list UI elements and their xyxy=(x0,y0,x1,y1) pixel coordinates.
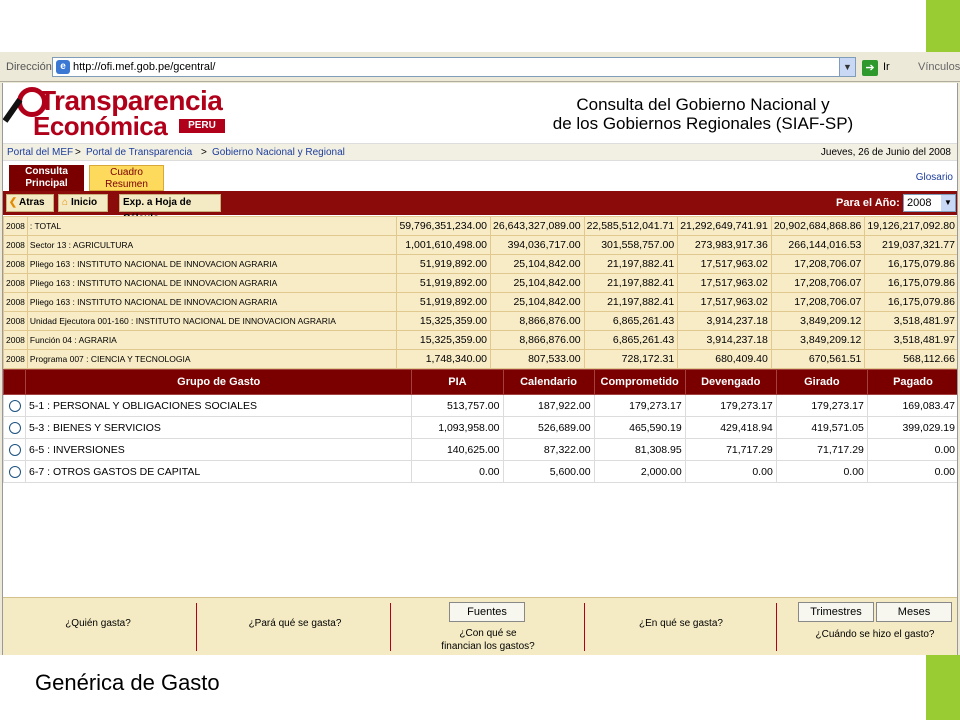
row-value: 71,717.29 xyxy=(685,439,776,461)
row-value: 16,175,079.86 xyxy=(865,274,958,293)
row-value: 25,104,842.00 xyxy=(491,274,585,293)
radio-button[interactable] xyxy=(9,400,21,412)
tab-label-line2: Resumen xyxy=(105,179,148,190)
row-value: 680,409.40 xyxy=(678,350,772,369)
header-calendario: Calendario xyxy=(503,370,594,395)
breadcrumb-portal-transparencia[interactable]: Portal de Transparencia xyxy=(86,147,193,158)
year-select-value: 2008 xyxy=(907,197,932,209)
row-value: 21,292,649,741.91 xyxy=(678,217,772,236)
url-input[interactable] xyxy=(52,57,856,77)
row-value: 22,585,512,041.71 xyxy=(584,217,678,236)
meses-button[interactable]: Meses xyxy=(876,602,952,622)
row-value: 0.00 xyxy=(867,439,958,461)
row-year: 2008 xyxy=(4,293,28,312)
row-value: 1,093,958.00 xyxy=(412,417,503,439)
row-value: 273,983,917.36 xyxy=(678,236,772,255)
table-row[interactable] xyxy=(4,417,959,439)
address-label: Dirección xyxy=(6,61,52,73)
row-value: 20,902,684,868.86 xyxy=(771,217,865,236)
page-title-line1: Consulta del Gobierno Nacional y xyxy=(576,95,830,114)
web-page xyxy=(2,83,958,655)
row-value: 728,172.31 xyxy=(584,350,678,369)
grupo-gasto-label: 5-3 : BIENES Y SERVICIOS xyxy=(26,417,412,439)
page-title xyxy=(533,95,873,133)
row-year: 2008 xyxy=(4,255,28,274)
row-value: 2,000.00 xyxy=(594,461,685,483)
row-value: 8,866,876.00 xyxy=(491,331,585,350)
tab-label-line1: Consulta xyxy=(25,166,68,177)
row-description[interactable]: Pliego 163 : INSTITUTO NACIONAL DE INNOVACION AGRARIA xyxy=(27,293,397,312)
row-radio-cell[interactable] xyxy=(4,439,26,461)
row-value: 0.00 xyxy=(685,461,776,483)
breadcrumb xyxy=(3,143,958,161)
breadcrumb-separator: > xyxy=(75,147,81,158)
table-row[interactable] xyxy=(4,439,959,461)
con-que-line2: financian los gastos? xyxy=(441,641,535,652)
year-select[interactable] xyxy=(903,194,956,212)
divider xyxy=(584,603,585,651)
export-spreadsheet-button[interactable]: Exp. a Hoja de xyxy=(119,194,221,212)
row-value: 16,175,079.86 xyxy=(865,293,958,312)
table-row[interactable] xyxy=(4,461,959,483)
row-value: 51,919,892.00 xyxy=(397,293,491,312)
chevron-down-icon[interactable]: ▼ xyxy=(941,195,955,211)
row-value: 19,126,217,092.80 xyxy=(865,217,958,236)
row-year: 2008 xyxy=(4,217,28,236)
trimestres-button[interactable]: Trimestres xyxy=(798,602,874,622)
logo-peru-badge: PERU xyxy=(179,119,225,133)
row-value: 3,518,481.97 xyxy=(865,312,958,331)
quien-gasta-link[interactable]: ¿Quién gasta? xyxy=(65,618,131,629)
con-que-link[interactable] xyxy=(403,627,573,653)
row-radio-cell[interactable] xyxy=(4,417,26,439)
grupo-gasto-label: 5-1 : PERSONAL Y OBLIGACIONES SOCIALES xyxy=(26,395,412,417)
row-description[interactable]: Pliego 163 : INSTITUTO NACIONAL DE INNOVACION AGRARIA xyxy=(27,255,397,274)
row-value: 3,849,209.12 xyxy=(771,312,865,331)
bottom-navigation xyxy=(3,597,958,655)
back-button[interactable] xyxy=(6,194,54,212)
para-que-link[interactable]: ¿Pará qué se gasta? xyxy=(248,618,342,629)
table-row[interactable] xyxy=(4,395,959,417)
row-value: 59,796,351,234.00 xyxy=(397,217,491,236)
logo-line1[interactable]: Transparencia xyxy=(39,85,223,116)
summary-row[interactable] xyxy=(4,274,959,293)
ie-page-icon: e xyxy=(56,60,70,74)
row-description[interactable]: Pliego 163 : INSTITUTO NACIONAL DE INNOVACION AGRARIA xyxy=(27,274,397,293)
grupo-gasto-label: 6-5 : INVERSIONES xyxy=(26,439,412,461)
home-icon: ⌂ xyxy=(61,197,69,208)
breadcrumb-portal-mef[interactable]: Portal del MEF xyxy=(7,147,74,158)
slide-caption: Genérica de Gasto xyxy=(35,670,220,695)
row-value: 219,037,321.77 xyxy=(865,236,958,255)
row-value: 513,757.00 xyxy=(412,395,503,417)
divider xyxy=(390,603,391,651)
links-label[interactable]: Vínculos xyxy=(918,61,960,73)
row-value: 21,197,882.41 xyxy=(584,274,678,293)
summary-row[interactable] xyxy=(4,331,959,350)
row-value: 17,517,963.02 xyxy=(678,255,772,274)
tab-label-line2: Principal xyxy=(25,178,68,189)
divider xyxy=(776,603,777,651)
row-value: 3,849,209.12 xyxy=(771,331,865,350)
row-value: 187,922.00 xyxy=(503,395,594,417)
home-button[interactable] xyxy=(58,194,108,212)
fuentes-button[interactable]: Fuentes xyxy=(449,602,525,622)
row-value: 21,197,882.41 xyxy=(584,255,678,274)
row-value: 169,083.47 xyxy=(867,395,958,417)
row-value: 1,001,610,498.00 xyxy=(397,236,491,255)
summary-row[interactable] xyxy=(4,236,959,255)
radio-button[interactable] xyxy=(9,466,21,478)
row-value: 0.00 xyxy=(867,461,958,483)
url-text: http://ofi.mef.gob.pe/gcentral/ xyxy=(73,61,216,73)
row-description[interactable]: Programa 007 : CIENCIA Y TECNOLOGIA xyxy=(27,350,397,369)
header-devengado: Devengado xyxy=(685,370,776,395)
row-value: 87,322.00 xyxy=(503,439,594,461)
row-value: 17,208,706.07 xyxy=(771,293,865,312)
header-pia: PIA xyxy=(412,370,503,395)
row-value: 6,865,261.43 xyxy=(584,331,678,350)
row-value: 670,561.51 xyxy=(771,350,865,369)
home-button-label: Inicio xyxy=(71,197,98,208)
radio-button[interactable] xyxy=(9,422,21,434)
row-value: 21,197,882.41 xyxy=(584,293,678,312)
row-value: 179,273.17 xyxy=(685,395,776,417)
row-value: 429,418.94 xyxy=(685,417,776,439)
tab-cuadro-resumen[interactable] xyxy=(89,165,164,191)
row-value: 394,036,717.00 xyxy=(491,236,585,255)
row-value: 399,029.19 xyxy=(867,417,958,439)
row-value: 16,175,079.86 xyxy=(865,255,958,274)
row-radio-cell[interactable] xyxy=(4,461,26,483)
row-value: 807,533.00 xyxy=(491,350,585,369)
tab-bar xyxy=(3,163,958,191)
green-accent-bar-top xyxy=(926,0,960,55)
header-girado: Girado xyxy=(776,370,867,395)
back-arrow-icon: ❮ xyxy=(8,197,18,208)
row-value: 0.00 xyxy=(776,461,867,483)
row-value: 179,273.17 xyxy=(594,395,685,417)
page-title-line2: de los Gobiernos Regionales (SIAF-SP) xyxy=(552,114,854,133)
row-value: 301,558,757.00 xyxy=(584,236,678,255)
row-description[interactable]: Unidad Ejecutora 001-160 : INSTITUTO NACIONAL DE INNOVACION AGRARIA xyxy=(27,312,397,331)
row-value: 25,104,842.00 xyxy=(491,255,585,274)
detail-header-row xyxy=(4,370,959,395)
green-accent-bar-bottom xyxy=(926,655,960,720)
current-date: Jueves, 26 de Junio del 2008 xyxy=(820,147,951,158)
browser-window xyxy=(0,52,960,655)
page-header xyxy=(3,83,958,143)
logo-line2[interactable]: Económica xyxy=(33,111,168,141)
row-value: 6,865,261.43 xyxy=(584,312,678,331)
summary-table xyxy=(3,216,958,369)
row-description[interactable]: Función 04 : AGRARIA xyxy=(27,331,397,350)
row-value: 3,914,237.18 xyxy=(678,331,772,350)
row-value: 568,112.66 xyxy=(865,350,958,369)
row-value: 51,919,892.00 xyxy=(397,255,491,274)
header-grupo-gasto: Grupo de Gasto xyxy=(26,370,412,395)
divider xyxy=(196,603,197,651)
cuando-link[interactable]: ¿Cuándo se hizo el gasto? xyxy=(815,629,935,640)
summary-row[interactable] xyxy=(4,217,959,236)
con-que-line1: ¿Con qué se xyxy=(459,628,517,639)
header-comprometido: Comprometido xyxy=(594,370,685,395)
row-value: 179,273.17 xyxy=(776,395,867,417)
row-year: 2008 xyxy=(4,312,28,331)
header-pagado: Pagado xyxy=(867,370,958,395)
row-description[interactable]: Sector 13 : AGRICULTURA xyxy=(27,236,397,255)
breadcrumb-separator: > xyxy=(201,147,207,158)
glosario-link[interactable]: Glosario xyxy=(915,172,953,183)
grupo-gasto-label: 6-7 : OTROS GASTOS DE CAPITAL xyxy=(26,461,412,483)
detail-table xyxy=(3,369,958,483)
en-que-link[interactable]: ¿En qué se gasta? xyxy=(639,618,723,629)
chevron-down-icon[interactable]: ▼ xyxy=(839,58,855,76)
summary-row[interactable] xyxy=(4,312,959,331)
row-year: 2008 xyxy=(4,274,28,293)
row-value: 5,600.00 xyxy=(503,461,594,483)
go-button[interactable]: Ir xyxy=(883,61,890,73)
row-value: 465,590.19 xyxy=(594,417,685,439)
row-value: 266,144,016.53 xyxy=(771,236,865,255)
tab-label-line1: Cuadro xyxy=(110,167,143,178)
row-value: 17,208,706.07 xyxy=(771,255,865,274)
row-value: 0.00 xyxy=(412,461,503,483)
row-value: 3,914,237.18 xyxy=(678,312,772,331)
radio-button[interactable] xyxy=(9,444,21,456)
row-value: 25,104,842.00 xyxy=(491,293,585,312)
row-value: 17,517,963.02 xyxy=(678,293,772,312)
row-description[interactable]: : TOTAL xyxy=(27,217,397,236)
row-value: 15,325,359.00 xyxy=(397,331,491,350)
row-value: 71,717.29 xyxy=(776,439,867,461)
row-value: 8,866,876.00 xyxy=(491,312,585,331)
row-year: 2008 xyxy=(4,236,28,255)
header-radio-column xyxy=(4,370,26,395)
row-value: 17,208,706.07 xyxy=(771,274,865,293)
summary-row[interactable] xyxy=(4,293,959,312)
row-year: 2008 xyxy=(4,331,28,350)
row-value: 26,643,327,089.00 xyxy=(491,217,585,236)
go-arrow-icon[interactable]: ➔ xyxy=(862,60,878,76)
row-value: 140,625.00 xyxy=(412,439,503,461)
summary-row[interactable] xyxy=(4,255,959,274)
breadcrumb-gobierno-nacional[interactable]: Gobierno Nacional y Regional xyxy=(212,147,345,158)
row-value: 419,571.05 xyxy=(776,417,867,439)
summary-row[interactable] xyxy=(4,350,959,369)
row-value: 526,689.00 xyxy=(503,417,594,439)
row-year: 2008 xyxy=(4,350,28,369)
row-value: 81,308.95 xyxy=(594,439,685,461)
row-radio-cell[interactable] xyxy=(4,395,26,417)
row-value: 3,518,481.97 xyxy=(865,331,958,350)
toolbar xyxy=(3,191,958,215)
row-value: 1,748,340.00 xyxy=(397,350,491,369)
row-value: 15,325,359.00 xyxy=(397,312,491,331)
back-button-label: Atras xyxy=(19,197,45,208)
tab-consulta-principal[interactable] xyxy=(9,165,84,191)
row-value: 17,517,963.02 xyxy=(678,274,772,293)
row-value: 51,919,892.00 xyxy=(397,274,491,293)
year-label: Para el Año: xyxy=(836,197,900,209)
address-bar xyxy=(0,52,960,82)
